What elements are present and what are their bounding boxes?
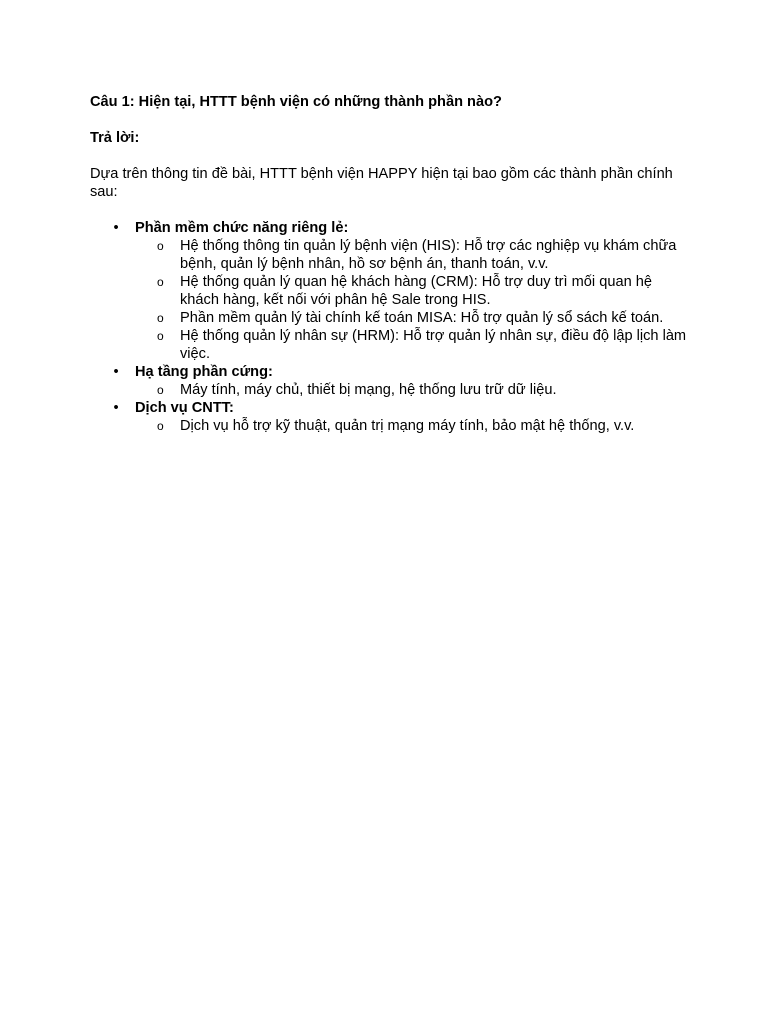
circle-bullet-icon: o (157, 383, 164, 397)
list-item (135, 417, 690, 435)
section-title: Hạ tầng phần cứng: (135, 364, 273, 380)
question-heading: Câu 1: Hiện tại, HTTT bệnh viện có những thành phần nào? (90, 94, 502, 110)
list-item (135, 327, 690, 363)
section-title: Dịch vụ CNTT: (135, 400, 234, 416)
bullet-icon: • (113, 220, 119, 236)
list-item-text: Hệ thống thông tin quản lý bệnh viện (HIS): Hỗ trợ các nghiệp vụ khám chữa bệnh, quản lý bệnh nhân, hồ sơ bệnh án, thanh toán, v.v. (180, 238, 677, 272)
section-hardware (90, 363, 690, 399)
document-page (90, 93, 690, 435)
list-item-text: Hệ thống quản lý quan hệ khách hàng (CRM): Hỗ trợ duy trì mối quan hệ khách hàng, kết nối với phân hệ Sale trong HIS. (180, 274, 652, 308)
sub-list (135, 237, 690, 363)
list-item (135, 273, 690, 309)
list-item-text: Máy tính, máy chủ, thiết bị mạng, hệ thống lưu trữ dữ liệu. (180, 382, 557, 398)
bullet-icon: • (113, 364, 119, 380)
list-item-text: Dịch vụ hỗ trợ kỹ thuật, quản trị mạng máy tính, bảo mật hệ thống, v.v. (180, 418, 635, 434)
circle-bullet-icon: o (157, 275, 164, 289)
circle-bullet-icon: o (157, 329, 164, 343)
list-item-text: Phần mềm quản lý tài chính kế toán MISA: Hỗ trợ quản lý sổ sách kế toán. (180, 310, 664, 326)
list-item (135, 381, 690, 399)
section-title: Phần mềm chức năng riêng lẻ: (135, 220, 349, 236)
section-it-services (90, 399, 690, 435)
circle-bullet-icon: o (157, 311, 164, 325)
sub-list (135, 381, 690, 399)
circle-bullet-icon: o (157, 419, 164, 433)
list-item (135, 237, 690, 273)
list-item-text: Hệ thống quản lý nhân sự (HRM): Hỗ trợ quản lý nhân sự, điều độ lập lịch làm việc. (180, 328, 687, 362)
component-list (90, 219, 690, 435)
bullet-icon: • (113, 400, 119, 416)
list-item (135, 309, 690, 327)
section-software (90, 219, 690, 363)
sub-list (135, 417, 690, 435)
answer-label: Trả lời: (90, 130, 140, 146)
circle-bullet-icon: o (157, 239, 164, 253)
intro-paragraph: Dựa trên thông tin đề bài, HTTT bệnh viện HAPPY hiện tại bao gồm các thành phần chính sau: (90, 166, 673, 200)
